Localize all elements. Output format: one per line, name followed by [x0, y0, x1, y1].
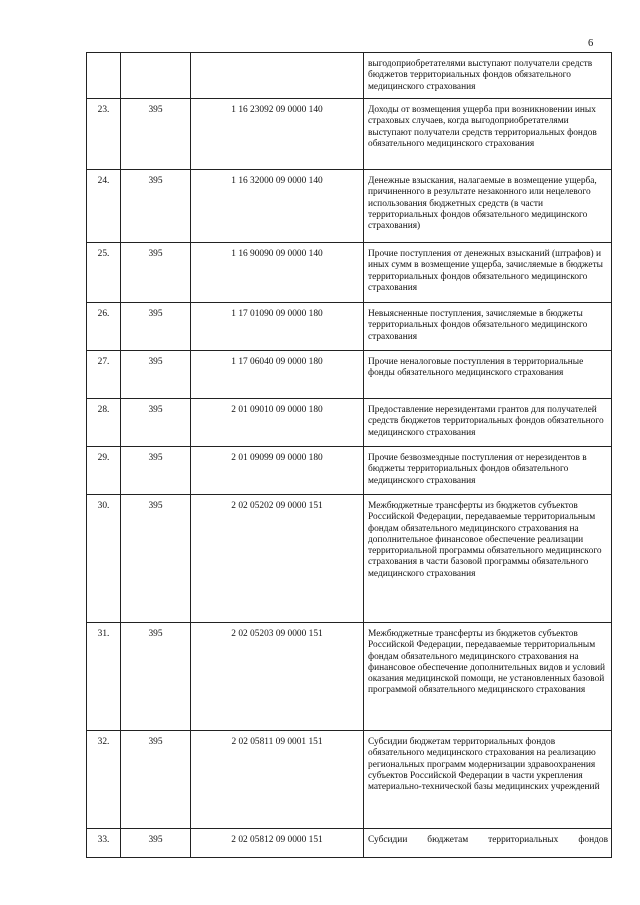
budget-classification-code-cell: 1 16 32000 09 0000 140 — [191, 170, 364, 243]
revenue-description-cell: Денежные взыскания, налагаемые в возмещение ущерба, причиненного в результате незаконного или нецелевого использования бюджетных средств (в части территориальных фондов обязательного медицинского страхования) — [364, 170, 612, 243]
row-number-cell — [87, 53, 121, 99]
revenue-description-cell: Невыясненные поступления, зачисляемые в бюджеты территориальных фондов обязательного медицинского страхования — [364, 303, 612, 351]
row-number-cell: 29. — [87, 447, 121, 495]
table-row — [87, 731, 612, 829]
admin-code-cell: 395 — [121, 623, 191, 731]
budget-classification-code-cell: 1 16 23092 09 0000 140 — [191, 99, 364, 170]
row-number-cell: 31. — [87, 623, 121, 731]
table-row — [87, 447, 612, 495]
revenue-description-cell: Субсидии бюджетам территориальных фондов — [364, 829, 612, 858]
table-row — [87, 243, 612, 303]
row-number-cell: 33. — [87, 829, 121, 858]
row-number-cell: 27. — [87, 351, 121, 399]
revenue-description-cell: Прочие безвозмездные поступления от нерезидентов в бюджеты территориальных фондов обязательного медицинского страхования — [364, 447, 612, 495]
row-number-cell: 24. — [87, 170, 121, 243]
admin-code-cell — [121, 53, 191, 99]
budget-classification-code-cell: 2 01 09099 09 0000 180 — [191, 447, 364, 495]
revenue-description-cell: Субсидии бюджетам территориальных фондов обязательного медицинского страхования на реализацию региональных программ модернизации здравоохранения субъектов Российской Федерации в части укрепления материально-технической базы медицинских учреждений — [364, 731, 612, 829]
page-number: 6 — [588, 38, 594, 49]
revenue-description-cell: Прочие поступления от денежных взысканий (штрафов) и иных сумм в возмещение ущерба, зачисляемые в бюджеты территориальных фондов обязательного медицинского страхования — [364, 243, 612, 303]
budget-classification-code-cell: 1 17 01090 09 0000 180 — [191, 303, 364, 351]
row-number-cell: 25. — [87, 243, 121, 303]
budget-classification-code-cell — [191, 53, 364, 99]
revenue-description-cell: Межбюджетные трансферты из бюджетов субъектов Российской Федерации, передаваемые территориальным фондам обязательного медицинского страхования на дополнительное финансовое обеспечение реализации территориальной программы обязательного медицинского страхования в части базовой программы обязательного медицинского страхования — [364, 495, 612, 623]
table-row — [87, 351, 612, 399]
table-row — [87, 399, 612, 447]
admin-code-cell: 395 — [121, 170, 191, 243]
admin-code-cell: 395 — [121, 303, 191, 351]
table-row — [87, 829, 612, 858]
table-row — [87, 170, 612, 243]
table-body — [87, 53, 612, 858]
admin-code-cell: 395 — [121, 731, 191, 829]
table-row — [87, 623, 612, 731]
budget-classification-code-cell: 2 02 05812 09 0000 151 — [191, 829, 364, 858]
table-row — [87, 53, 612, 99]
revenue-description-cell: Доходы от возмещения ущерба при возникновении иных страховых случаев, когда выгодоприобретателями выступают получатели средств территориальных фондов обязательного медицинского страхования — [364, 99, 612, 170]
admin-code-cell: 395 — [121, 399, 191, 447]
budget-classification-code-cell: 1 17 06040 09 0000 180 — [191, 351, 364, 399]
table-row — [87, 99, 612, 170]
admin-code-cell: 395 — [121, 243, 191, 303]
admin-code-cell: 395 — [121, 829, 191, 858]
budget-classification-code-cell: 2 02 05203 09 0000 151 — [191, 623, 364, 731]
row-number-cell: 28. — [87, 399, 121, 447]
revenue-description-cell: Межбюджетные трансферты из бюджетов субъектов Российской Федерации, передаваемые территориальным фондам обязательного медицинского страхования на финансовое обеспечение дополнительных видов и условий оказания медицинской помощи, не установленных базовой программой обязательного медицинского страхования — [364, 623, 612, 731]
revenue-description-cell: Предоставление нерезидентами грантов для получателей средств бюджетов территориальных фондов обязательного медицинского страхования — [364, 399, 612, 447]
revenue-description-cell: выгодоприобретателями выступают получатели средств бюджетов территориальных фондов обязательного медицинского страхования — [364, 53, 612, 99]
table-row — [87, 495, 612, 623]
admin-code-cell: 395 — [121, 495, 191, 623]
revenue-codes-table — [86, 52, 612, 858]
row-number-cell: 23. — [87, 99, 121, 170]
admin-code-cell: 395 — [121, 99, 191, 170]
admin-code-cell: 395 — [121, 447, 191, 495]
row-number-cell: 26. — [87, 303, 121, 351]
budget-classification-code-cell: 2 02 05202 09 0000 151 — [191, 495, 364, 623]
revenue-description-cell: Прочие неналоговые поступления в территориальные фонды обязательного медицинского страхования — [364, 351, 612, 399]
admin-code-cell: 395 — [121, 351, 191, 399]
table-row — [87, 303, 612, 351]
row-number-cell: 32. — [87, 731, 121, 829]
budget-classification-code-cell: 1 16 90090 09 0000 140 — [191, 243, 364, 303]
budget-classification-code-cell: 2 02 05811 09 0001 151 — [191, 731, 364, 829]
row-number-cell: 30. — [87, 495, 121, 623]
budget-classification-code-cell: 2 01 09010 09 0000 180 — [191, 399, 364, 447]
